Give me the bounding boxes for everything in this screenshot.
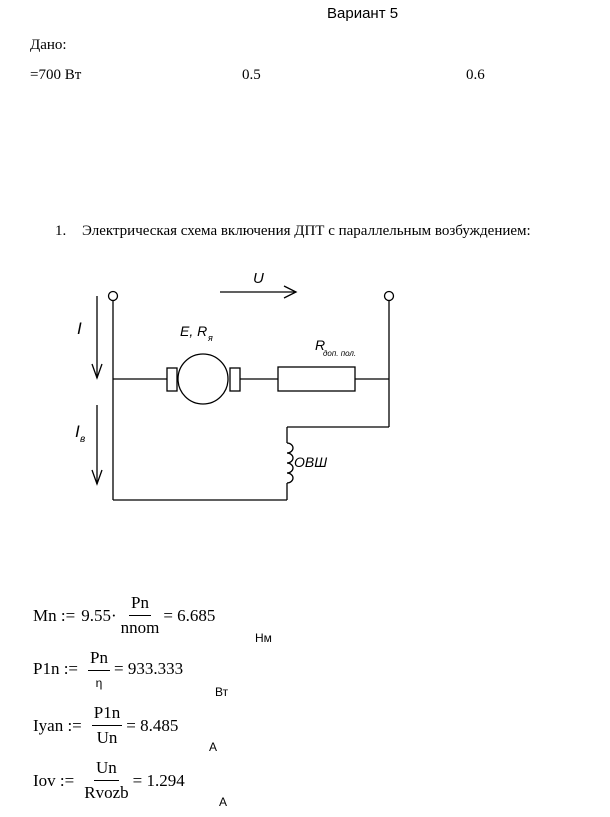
unit-iyan: А [209, 740, 218, 754]
formula-prefix: 9.55· [81, 605, 117, 625]
unit-p1n: Вт [215, 685, 229, 699]
formula-result: = 1.294 [132, 770, 185, 790]
denominator: nnom [120, 618, 160, 637]
formula-lhs: Iov := [33, 770, 75, 790]
numerator: Un [94, 758, 119, 781]
winding-label: ОВШ [294, 454, 328, 470]
formula-iyan [33, 703, 178, 748]
winding-coil [287, 443, 293, 483]
numerator: P1n [92, 703, 122, 726]
unit-mn: Нм [255, 631, 272, 645]
resistor-label: R [315, 337, 326, 353]
resistor-symbol [278, 367, 355, 391]
formula-result: = 8.485 [126, 715, 179, 735]
formula-result: = 933.333 [113, 659, 184, 678]
fraction [88, 648, 110, 690]
right-terminal [385, 292, 394, 301]
denominator: η [95, 676, 103, 690]
variant-title: Вариант 5 [327, 5, 399, 22]
step-number: 1. [55, 223, 67, 239]
field-current-label: I [75, 422, 80, 441]
motor-symbol [167, 354, 240, 404]
numerator: Pn [129, 593, 151, 616]
unit-iov: А [219, 795, 228, 809]
current-label: I [77, 319, 82, 338]
formula-lhs: P1n := [33, 659, 79, 678]
given-label: Дано: [30, 37, 67, 53]
given-power: =700 Вт [30, 67, 82, 83]
step-text: Электрическая схема включения ДПТ с параллельным возбуждением: [82, 223, 531, 239]
fraction [84, 758, 128, 803]
resistor-sub: доп. пол. [323, 349, 357, 358]
formula-iov [33, 758, 185, 803]
voltage-label: U [253, 270, 264, 287]
formula-lhs: Iyan := [33, 715, 82, 735]
fraction [92, 703, 122, 748]
given-value-b: 0.6 [466, 67, 485, 83]
fraction [121, 593, 160, 638]
denominator: Un [96, 728, 118, 747]
given-value-a: 0.5 [242, 67, 261, 83]
formula-result: = 6.685 [163, 605, 216, 625]
formula-p1n [33, 648, 183, 690]
formula-lhs: Mn := [33, 605, 76, 625]
formula-mn [33, 593, 215, 638]
denominator: Rvozb [84, 783, 129, 802]
left-terminal [109, 292, 118, 301]
motor-label: E, R [180, 323, 208, 339]
numerator: Pn [88, 648, 110, 671]
field-current-sub: в [80, 434, 86, 445]
motor-sub: я [208, 333, 213, 343]
